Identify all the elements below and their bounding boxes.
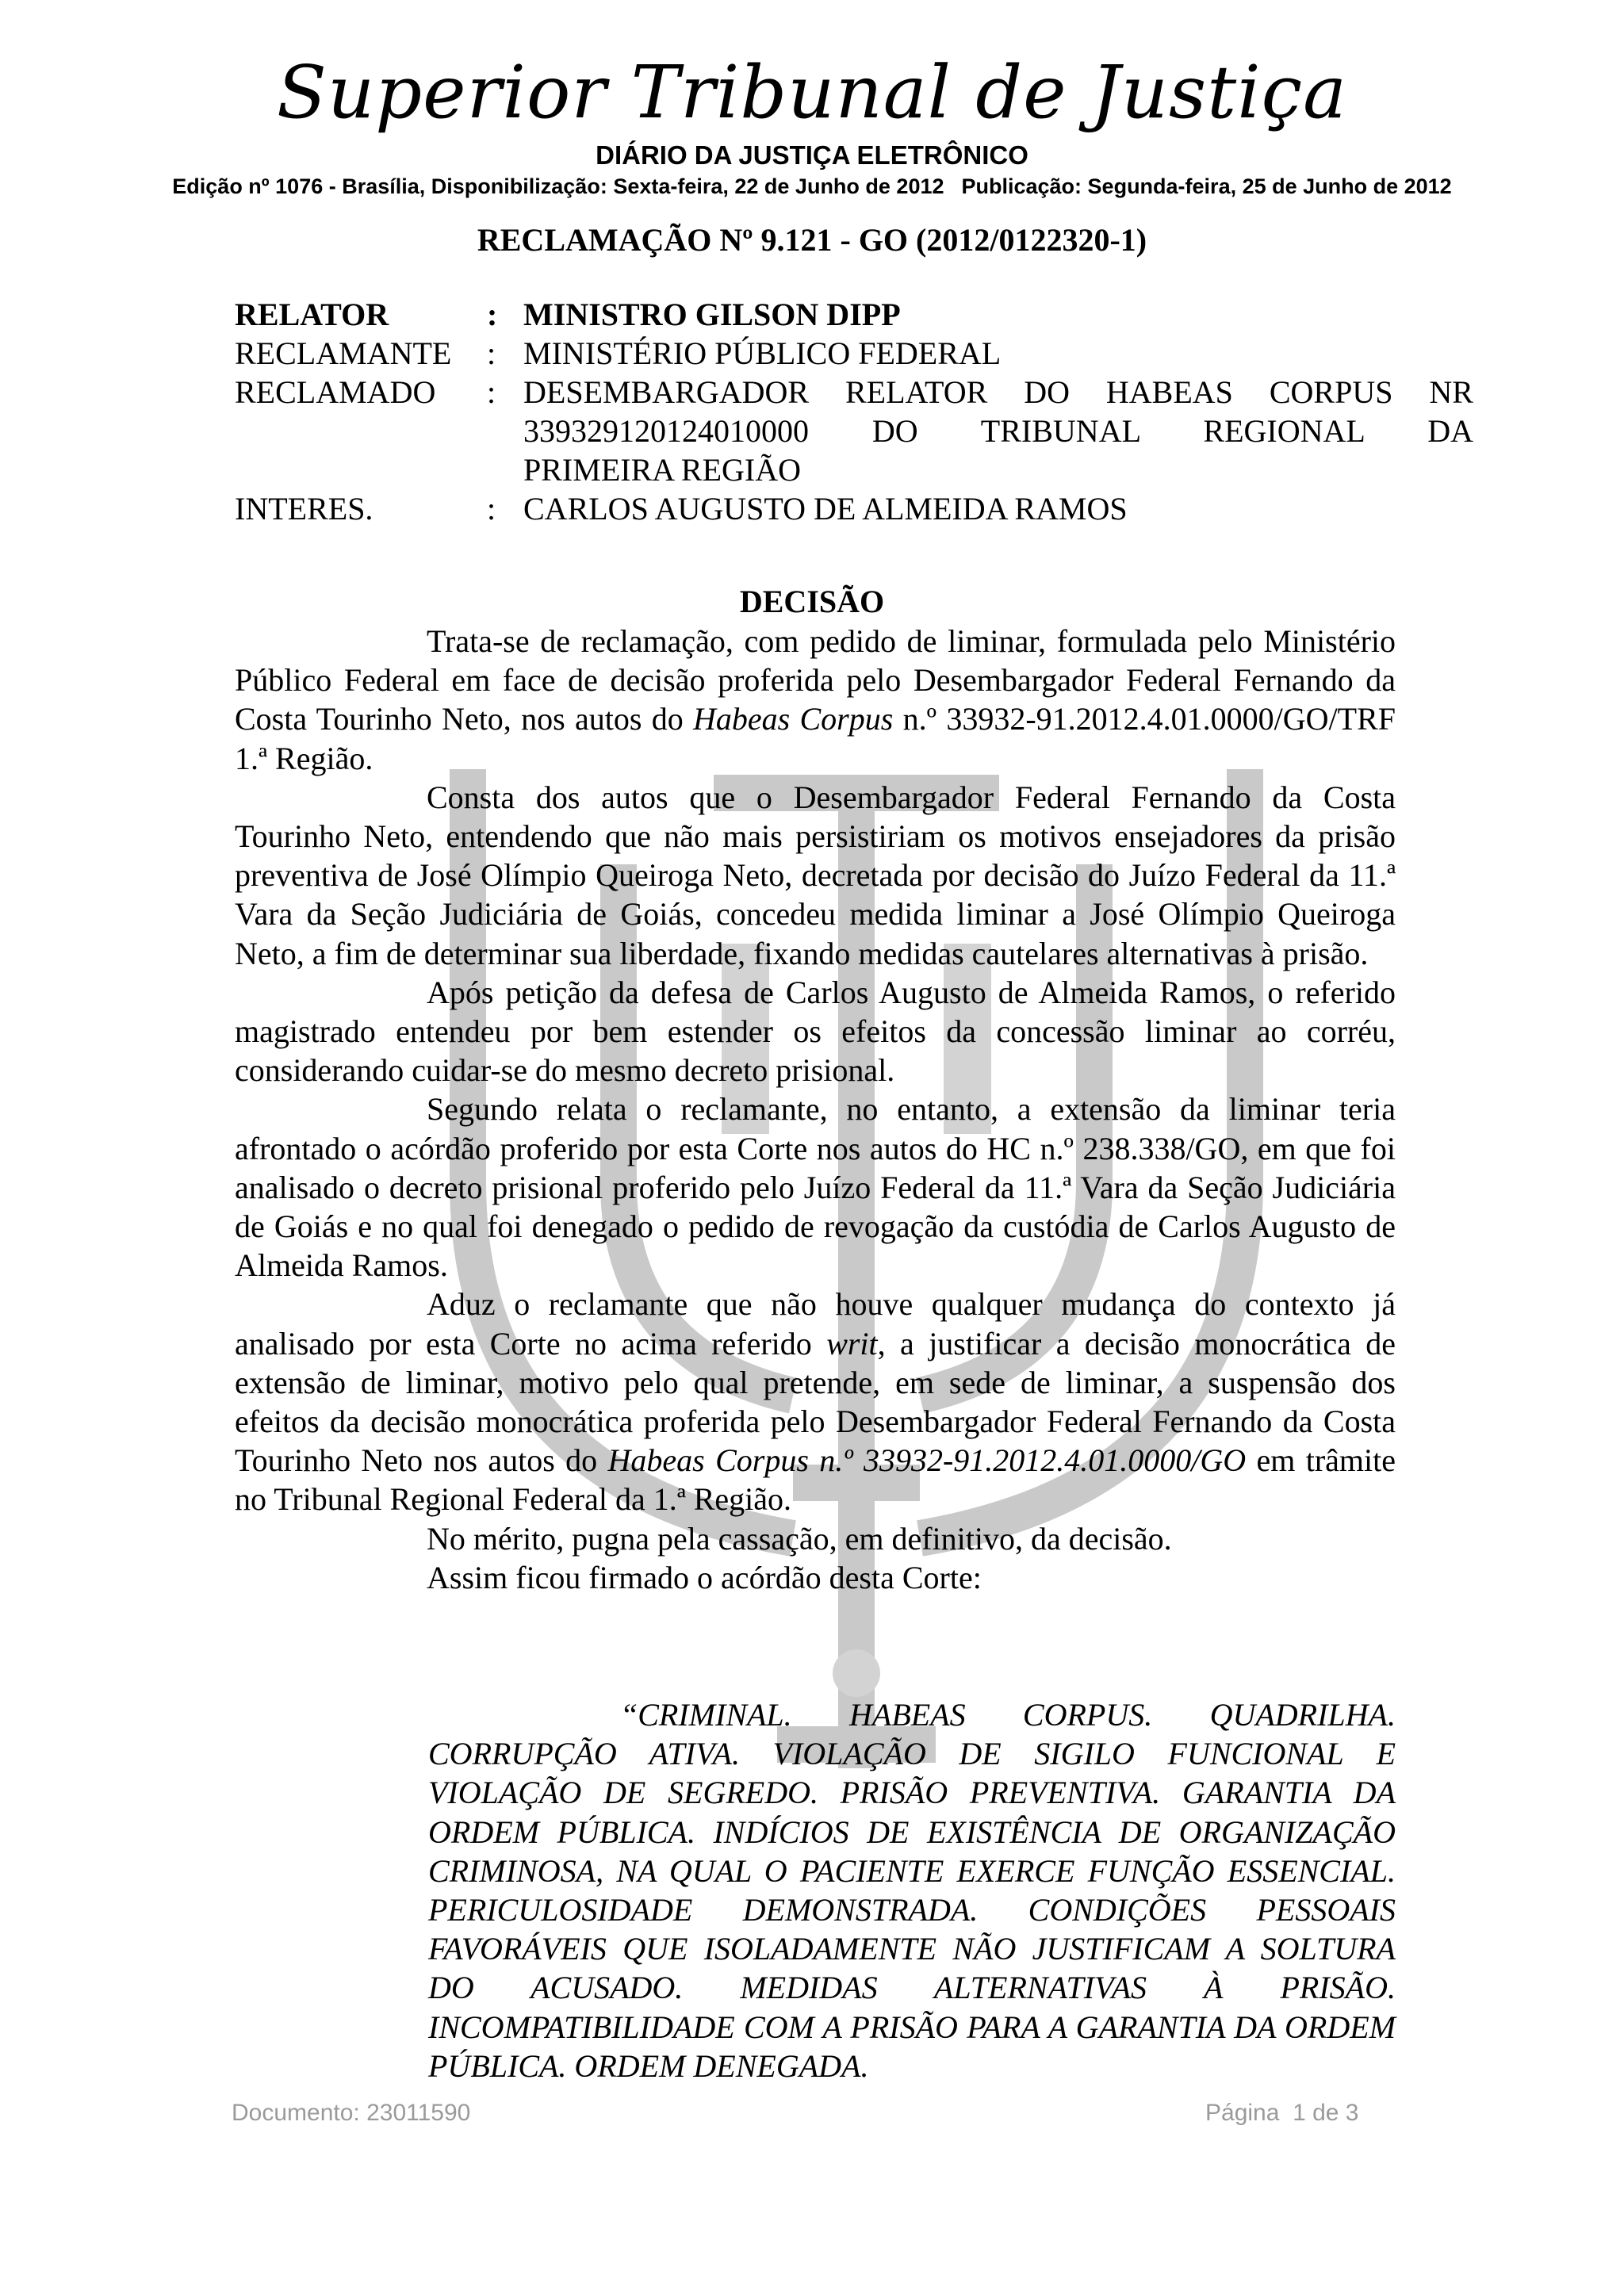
footer-document-id: Documento: 23011590 (232, 2100, 471, 2126)
paragraph-italic: Habeas Corpus (693, 701, 894, 737)
party-interes (235, 489, 1473, 528)
edition-info: Edição nº 1076 - Brasília, Disponibilização: Sexta-feira, 22 de Junho de 2012 (172, 174, 944, 198)
document-title: RECLAMAÇÃO Nº 9.121 - GO (2012/0122320-1) (477, 222, 1147, 258)
party-value-multiline (523, 373, 1473, 489)
publication-date: Publicação: Segunda-feira, 25 de Junho de 2012 (961, 174, 1452, 198)
party-separator: : (487, 491, 496, 527)
publication-masthead: Superior Tribunal de Justiça (276, 50, 1347, 135)
journal-name: DIÁRIO DA JUSTIÇA ELETRÔNICO (596, 140, 1028, 170)
party-separator: : (487, 297, 498, 332)
quoted-ementa: “CRIMINAL. HABEAS CORPUS. QUADRILHA. CORRUPÇÃO ATIVA. VIOLAÇÃO DE SIGILO FUNCIONAL E VIOLAÇÃO DE SEGREDO. PRISÃO PREVENTIVA. GARANTIA DA ORDEM PÚBLICA. INDÍCIOS DE EXISTÊNCIA DE ORGANIZAÇÃO CRIMINOSA, NA QUAL O PACIENTE EXERCE FUNÇÃO ESSENCIAL. PERICULOSIDADE DEMONSTRADA. CONDIÇÕES PESSOAIS FAVORÁVEIS QUE ISOLADAMENTE NÃO JUSTIFICAM A SOLTURA DO ACUSADO. MEDIDAS ALTERNATIVAS À PRISÃO. INCOMPATIBILIDADE COM A PRISÃO PARA A GARANTIA DA ORDEM PÚBLICA. ORDEM DENEGADA. (428, 1697, 1396, 2084)
paragraph-text: Aduz o reclamante que não houve qualquer mudança do contexto já analisado por esta Corte no acima referido (235, 1286, 1396, 1361)
paragraph: No mérito, pugna pela cassação, em definitivo, da decisão. (427, 1520, 1172, 1557)
party-reclamado (235, 373, 1473, 489)
paragraph: Assim ficou firmado o acórdão desta Corte: (427, 1559, 982, 1595)
party-value: MINISTRO GILSON DIPP (523, 297, 901, 332)
party-value-line: 339329120124010000 DO TRIBUNAL REGIONAL DA (523, 413, 1473, 449)
paragraph-text: em trâmite no Tribunal Regional Federal da 1.ª Região. (235, 1442, 1396, 1518)
party-label: RECLAMADO (235, 374, 436, 410)
party-separator: : (487, 335, 496, 371)
paragraph-italic: Habeas Corpus n.º 33932-91.2012.4.01.0000/GO (607, 1442, 1247, 1479)
section-title: DECISÃO (739, 584, 885, 619)
party-value: CARLOS AUGUSTO DE ALMEIDA RAMOS (523, 491, 1128, 527)
party-relator (235, 295, 1473, 334)
paragraph-text: Trata-se de reclamação, com pedido de liminar, formulada pelo Ministério Público Federal em face de decisão proferida pelo Desembargador Federal Fernando da Costa Tourinho Neto, nos autos do (235, 623, 1396, 737)
party-value: MINISTÉRIO PÚBLICO FEDERAL (523, 335, 1002, 371)
party-value-line: DESEMBARGADOR RELATOR DO HABEAS CORPUS NR (523, 374, 1473, 410)
footer-page-number: Página 1 de 3 (1205, 2100, 1359, 2126)
parties-block (235, 295, 1473, 528)
paragraph-text: n.º 33932-91.2012.4.01.0000/GO/TRF 1.ª Região. (235, 701, 1396, 776)
party-label: RECLAMANTE (235, 335, 452, 371)
party-label: RELATOR (235, 297, 389, 332)
paragraph (235, 1285, 1396, 1518)
paragraph-text: , a justificar a decisão monocrática de extensão de liminar, motivo pelo qual pretende, em sede de liminar, a suspensão dos efeitos da decisão monocrática proferida pelo Desembargador Federal Fernando da Costa Tourinho Neto nos autos do (235, 1325, 1396, 1479)
party-label: INTERES. (235, 491, 373, 527)
paragraph: Segundo relata o reclamante, no entanto, a extensão da liminar teria afrontado o acórdão proferido por esta Corte nos autos do HC n.º 238.338/GO, em que foi analisado o decreto prisional proferido pelo Juízo Federal da 11.ª Vara da Seção Judiciária de Goiás e no qual foi denegado o pedido de revogação da custódia de Carlos Augusto de Almeida Ramos. (235, 1091, 1396, 1284)
paragraph: Consta dos autos que o Desembargador Federal Fernando da Costa Tourinho Neto, entendendo que não mais persistiriam os motivos ensejadores da prisão preventiva de José Olímpio Queiroga Neto, decretada por decisão do Juízo Federal da 11.ª Vara da Seção Judiciária de Goiás, concedeu medida liminar a José Olímpio Queiroga Neto, a fim de determinar sua liberdade, fixando medidas cautelares alternativas à prisão. (235, 779, 1396, 971)
decision-body (235, 622, 1396, 1597)
paragraph (235, 622, 1396, 778)
party-reclamante (235, 334, 1473, 373)
paragraph: Após petição da defesa de Carlos Augusto de Almeida Ramos, o referido magistrado entendeu por bem estender os efeitos da concessão liminar ao corréu, considerando cuidar-se do mesmo decreto prisional. (235, 974, 1396, 1089)
edition-line (0, 173, 1624, 200)
party-value-line: PRIMEIRA REGIÃO (523, 452, 802, 488)
party-separator: : (487, 374, 496, 410)
paragraph-italic: writ (826, 1325, 878, 1361)
